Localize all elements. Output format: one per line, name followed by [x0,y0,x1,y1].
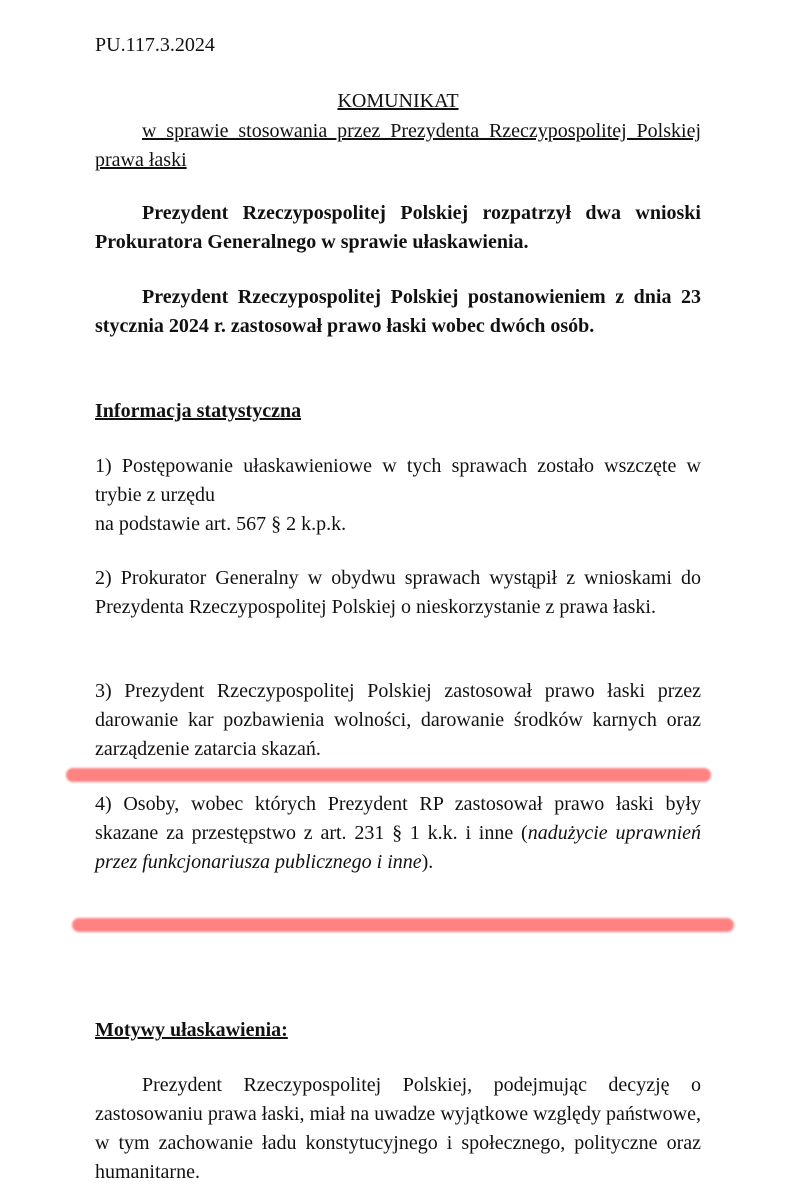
stats-item-4-suffix: ). [421,851,434,873]
motives-paragraph: Prezydent Rzeczypospolitej Polskiej, podejmując decyzję o zastosowaniu prawa łaski, miał na uwadze wyjątkowe względy państwowe, w tym zachowanie ładu konstytucyjnego i społecznego, polityczne oraz humanitarne. [95,1074,701,1183]
stats-item-4-prefix: 4) Osoby, wobec których Prezydent RP zastosował prawo łaski były skazane za przestępstwo z art. 231 § 1 k.k. i inne ( [95,793,701,844]
stats-item-2: 2) Prokurator Generalny w obydwu sprawach wystąpił z wnioskami do Prezydenta Rzeczypospolitej Polskiej o nieskorzystanie z prawa łaski. [95,567,701,618]
intro-paragraph-2: Prezydent Rzeczypospolitej Polskiej postanowieniem z dnia 23 stycznia 2024 r. zastosował prawo łaski wobec dwóch osób. [95,286,701,337]
stats-item-4 [95,790,701,877]
intro-paragraph-1: Prezydent Rzeczypospolitej Polskiej rozpatrzył dwa wnioski Prokuratora Generalnego w sprawie ułaskawienia. [95,202,701,253]
document-title: KOMUNIKAT [337,90,459,112]
document-subtitle: w sprawie stosowania przez Prezydenta Rzeczypospolitej Polskiej prawa łaski [95,120,701,171]
stats-item-1-line-a: 1) Postępowanie ułaskawieniowe w tych sprawach zostało wszczęte w trybie z urzędu [95,455,701,506]
stats-item-4-italic: nadużycie uprawnień przez funkcjonariusza publicznego i inne [95,822,701,873]
stats-heading: Informacja statystyczna [95,400,302,422]
highlight-marker-lower [72,918,734,932]
stats-item-1-line-b: na podstawie art. 567 § 2 k.p.k. [95,513,347,535]
highlight-marker-upper [66,768,711,782]
stats-item-3: 3) Prezydent Rzeczypospolitej Polskiej zastosował prawo łaski przez darowanie kar pozbawienia wolności, darowanie środków karnych oraz zarządzenie zatarcia skazań. [95,680,701,760]
document-reference: PU.117.3.2024 [95,34,215,56]
motives-heading: Motywy ułaskawienia: [95,1019,288,1041]
